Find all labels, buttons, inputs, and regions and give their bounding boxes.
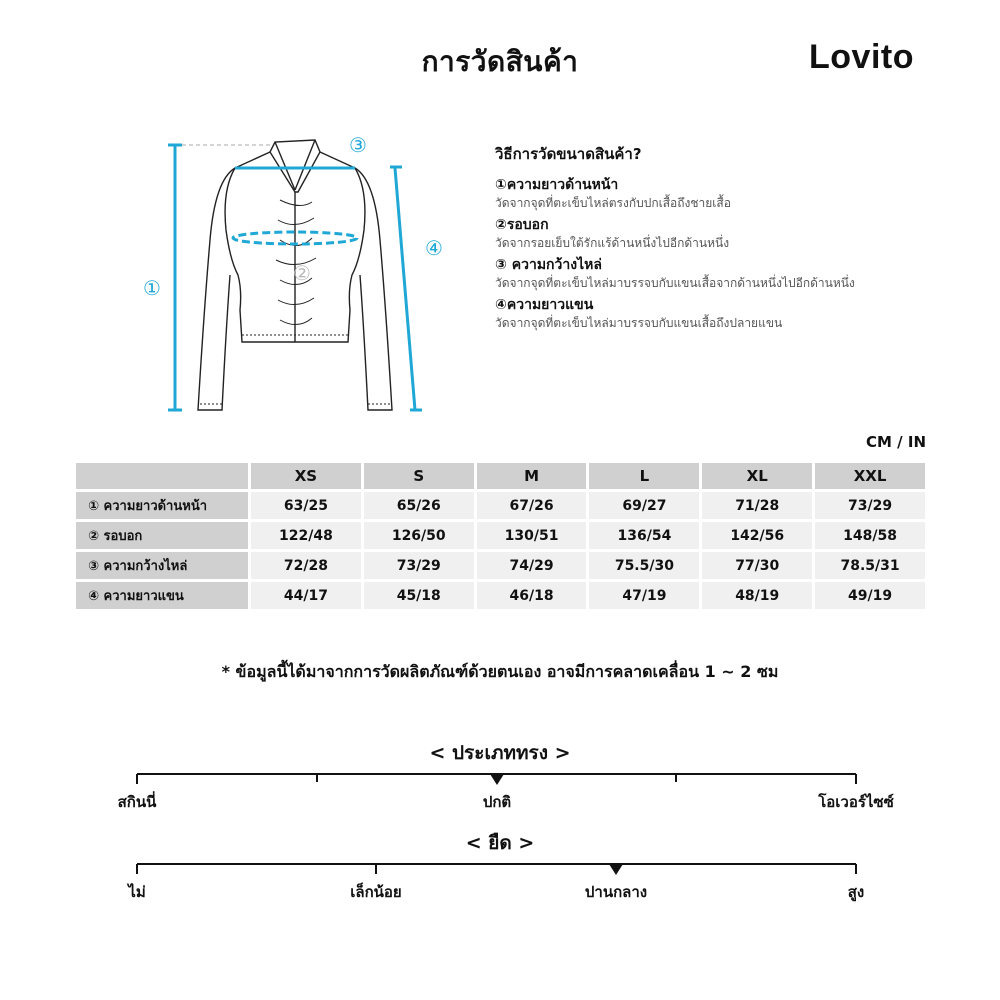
stretch-indicator-icon [609,864,623,875]
instruction-item [495,216,935,252]
stretch-label: ปานกลาง [584,883,648,901]
instruction-title: ①ความยาวด้านหน้า [495,177,619,193]
stretch-label: เล็กน้อย [350,883,402,901]
table-cell: 49/19 [815,582,925,609]
fit-scale-title: < ประเภททรง > [429,742,571,764]
table-cell: 148/58 [815,522,925,549]
measurement-instructions [495,142,935,336]
size-header: L [589,463,699,489]
marker-3: ③ [349,133,367,157]
stretch-label: ไม่ [128,883,146,901]
disclaimer-note: * ข้อมูลนี้ได้มาจากการวัดผลิตภัณฑ์ด้วยตนเอง อาจมีการคลาดเคลื่อน 1 ~ 2 ซม [221,662,779,681]
table-row [76,582,925,609]
table-cell: 73/29 [815,492,925,519]
instruction-item [495,256,935,292]
stretch-label: สูง [847,883,865,901]
table-cell: 130/51 [477,522,587,549]
table-cell: 67/26 [477,492,587,519]
table-cell: 142/56 [702,522,812,549]
fit-label: ปกติ [482,793,512,811]
table-cell: 73/29 [364,552,474,579]
instruction-desc: วัดจากจุดที่ตะเข็บไหล่มาบรรจบกับแขนเสื้อถึงปลายแขน [495,316,783,330]
marker-2: ② [293,261,311,285]
brand-logo: Lovito [809,38,914,76]
marker-4: ④ [425,236,443,260]
size-table [73,460,928,612]
instruction-title: ③ ความกว้างไหล่ [495,257,602,273]
size-header: XXL [815,463,925,489]
size-header: S [364,463,474,489]
table-cell: 47/19 [589,582,699,609]
fit-label: สกินนี่ [117,793,157,811]
unit-label: CM / IN [866,433,926,451]
table-cell: 78.5/31 [815,552,925,579]
marker-1: ① [143,276,161,300]
row-label: ③ ความกว้างไหล่ [76,552,248,579]
fit-scale [0,770,1000,790]
fit-indicator-icon [490,774,504,785]
table-cell: 69/27 [589,492,699,519]
table-cell: 44/17 [251,582,361,609]
table-row [76,522,925,549]
size-header: M [477,463,587,489]
table-cell: 77/30 [702,552,812,579]
fit-label: โอเวอร์ไซซ์ [818,793,894,811]
table-cell: 136/54 [589,522,699,549]
instruction-item [495,176,935,212]
table-cell: 72/28 [251,552,361,579]
table-cell: 126/50 [364,522,474,549]
table-cell: 63/25 [251,492,361,519]
table-corner [76,463,248,489]
instruction-desc: วัดจากรอยเย็บใต้รักแร้ด้านหนึ่งไปอีกด้านหนึ่ง [495,236,730,250]
instructions-heading: วิธีการวัดขนาดสินค้า? [495,145,642,163]
table-cell: 45/18 [364,582,474,609]
instruction-desc: วัดจากจุดที่ตะเข็บไหล่มาบรรจบกับแขนเสื้อจากด้านหนึ่งไปอีกด้านหนึ่ง [495,276,855,290]
stretch-scale [0,860,1000,880]
page-title: การวัดสินค้า [421,45,579,78]
table-cell: 71/28 [702,492,812,519]
table-cell: 48/19 [702,582,812,609]
table-cell: 46/18 [477,582,587,609]
table-cell: 75.5/30 [589,552,699,579]
instruction-desc: วัดจากจุดที่ตะเข็บไหล่ตรงกับปกเสื้อถึงชายเสื้อ [495,196,731,210]
row-label: ① ความยาวด้านหน้า [76,492,248,519]
table-cell: 122/48 [251,522,361,549]
table-row [76,552,925,579]
garment-diagram [130,130,460,420]
size-header: XL [702,463,812,489]
table-cell: 65/26 [364,492,474,519]
instruction-title: ④ความยาวแขน [495,297,594,313]
row-label: ④ ความยาวแขน [76,582,248,609]
instruction-item [495,296,935,332]
size-header: XS [251,463,361,489]
row-label: ② รอบอก [76,522,248,549]
stretch-scale-title: < ยืด > [465,832,535,854]
table-cell: 74/29 [477,552,587,579]
table-row [76,492,925,519]
table-header-row [76,463,925,489]
instruction-title: ②รอบอก [495,217,549,233]
